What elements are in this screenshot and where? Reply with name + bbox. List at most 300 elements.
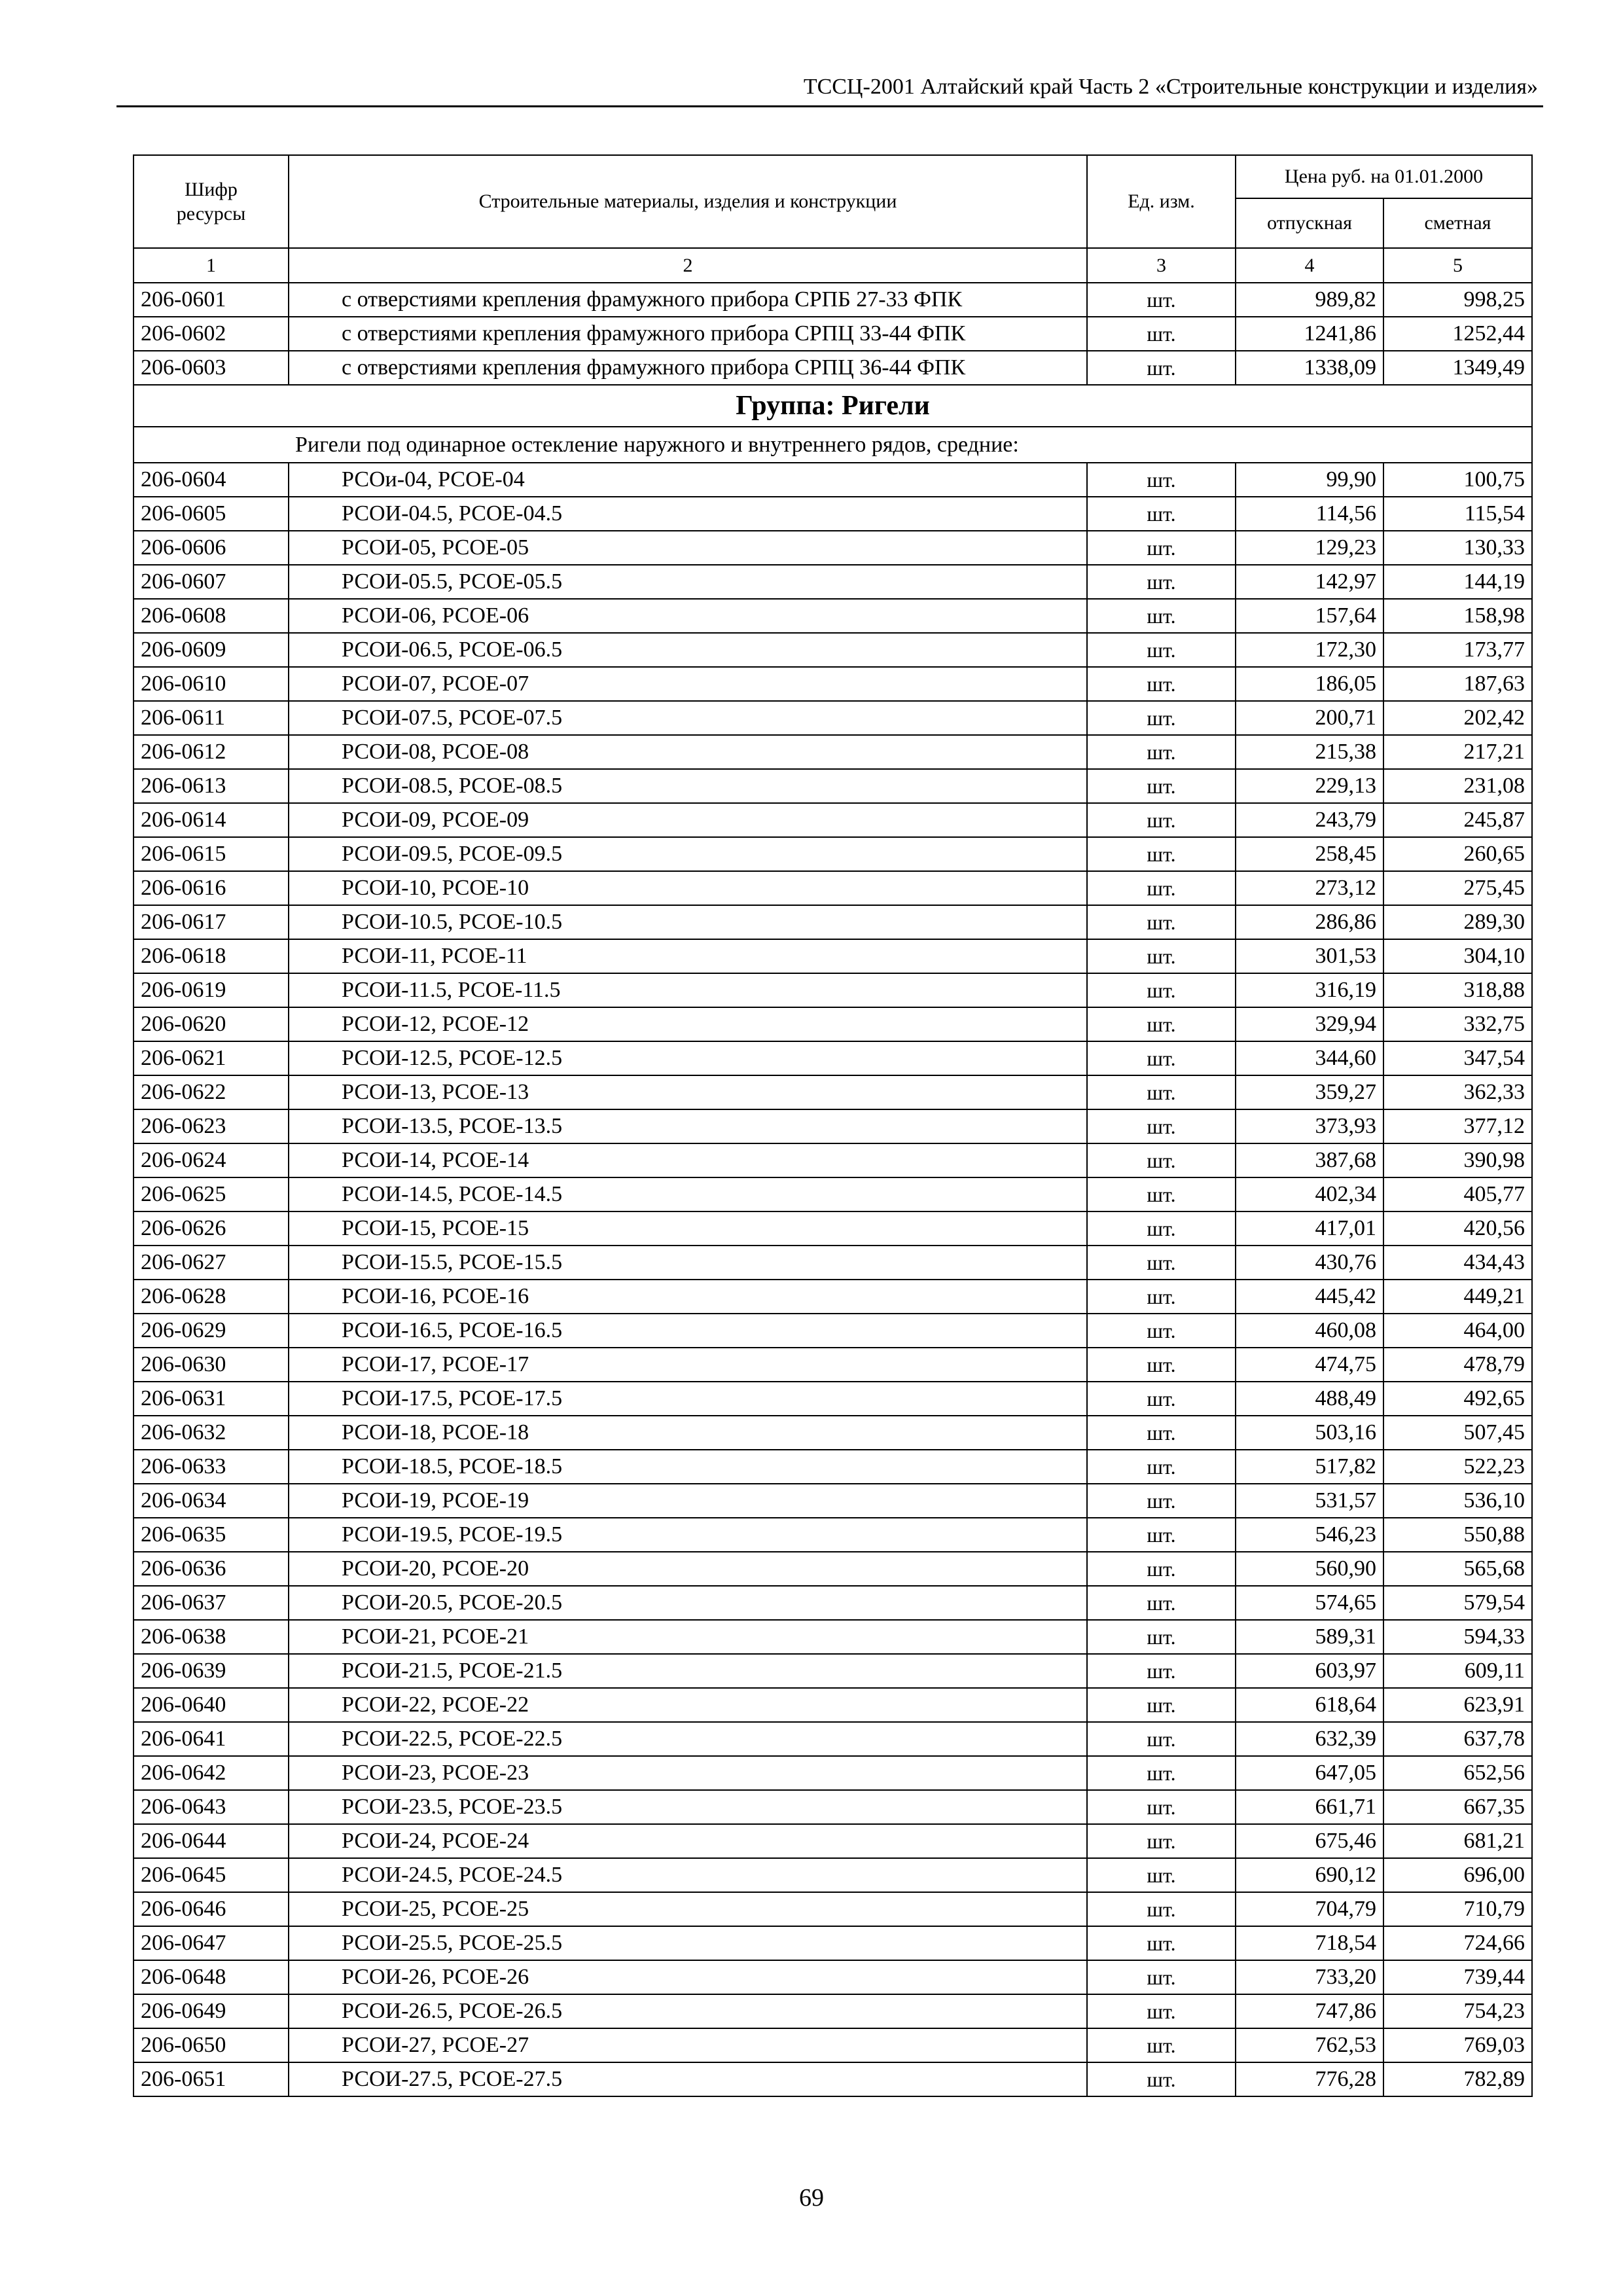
resource-name: РСОИ-14.5, РСОЕ-14.5: [289, 1177, 1087, 1211]
table-row: [134, 1892, 1532, 1926]
unit: шт.: [1087, 497, 1236, 531]
table-row: [134, 633, 1532, 667]
resource-name: РСОИ-12, РСОЕ-12: [289, 1007, 1087, 1041]
estimate-price: 347,54: [1383, 1041, 1532, 1075]
resource-name: РСОИ-16.5, РСОЕ-16.5: [289, 1314, 1087, 1348]
resource-name: РСОИ-07.5, РСОЕ-07.5: [289, 701, 1087, 735]
resource-code: 206-0649: [134, 1994, 289, 2028]
table-row: [134, 1722, 1532, 1756]
estimate-price: 637,78: [1383, 1722, 1532, 1756]
col-header-unit: Ед. изм.: [1087, 155, 1236, 248]
estimate-price: 405,77: [1383, 1177, 1532, 1211]
resource-name: РСОИ-22, РСОЕ-22: [289, 1688, 1087, 1722]
release-price: 316,19: [1236, 973, 1383, 1007]
resource-code: 206-0608: [134, 599, 289, 633]
resource-name: РСОИ-17, РСОЕ-17: [289, 1348, 1087, 1382]
resource-code: 206-0603: [134, 351, 289, 385]
subgroup-title: Ригели под одинарное остекление наружного и внутреннего рядов, средние:: [134, 427, 1532, 463]
unit: шт.: [1087, 1041, 1236, 1075]
release-price: 99,90: [1236, 463, 1383, 497]
release-price: 329,94: [1236, 1007, 1383, 1041]
release-price: 373,93: [1236, 1109, 1383, 1143]
release-price: 142,97: [1236, 565, 1383, 599]
resource-code: 206-0611: [134, 701, 289, 735]
resource-name: РСОИ-05.5, РСОЕ-05.5: [289, 565, 1087, 599]
table-row: [134, 1790, 1532, 1824]
col-header-name: Строительные материалы, изделия и конструкции: [289, 155, 1087, 248]
release-price: 675,46: [1236, 1824, 1383, 1858]
resource-name: РСОИ-06, РСОЕ-06: [289, 599, 1087, 633]
estimate-price: 522,23: [1383, 1450, 1532, 1484]
table-row: [134, 1858, 1532, 1892]
table-row: [134, 1450, 1532, 1484]
resource-code: 206-0628: [134, 1280, 289, 1314]
table-row: [134, 939, 1532, 973]
release-price: 129,23: [1236, 531, 1383, 565]
release-price: 690,12: [1236, 1858, 1383, 1892]
release-price: 186,05: [1236, 667, 1383, 701]
resource-name: РСОИ-27, РСОЕ-27: [289, 2028, 1087, 2062]
unit: шт.: [1087, 1654, 1236, 1688]
resource-name: РСОИ-23.5, РСОЕ-23.5: [289, 1790, 1087, 1824]
release-price: 114,56: [1236, 497, 1383, 531]
resource-code: 206-0632: [134, 1416, 289, 1450]
resource-name: РСОИ-15.5, РСОЕ-15.5: [289, 1246, 1087, 1280]
subgroup-row: [134, 427, 1532, 463]
release-price: 718,54: [1236, 1926, 1383, 1960]
table-row: [134, 1620, 1532, 1654]
release-price: 286,86: [1236, 905, 1383, 939]
unit: шт.: [1087, 1109, 1236, 1143]
resource-code: 206-0642: [134, 1756, 289, 1790]
estimate-price: 332,75: [1383, 1007, 1532, 1041]
resource-name: РСОИ-20, РСОЕ-20: [289, 1552, 1087, 1586]
table-row: [134, 1143, 1532, 1177]
table-row: [134, 2028, 1532, 2062]
resource-name: РСОИ-19.5, РСОЕ-19.5: [289, 1518, 1087, 1552]
resource-code: 206-0609: [134, 633, 289, 667]
resource-name: РСОИ-25.5, РСОЕ-25.5: [289, 1926, 1087, 1960]
unit: шт.: [1087, 2062, 1236, 2096]
resource-code: 206-0629: [134, 1314, 289, 1348]
table-row: [134, 1484, 1532, 1518]
table-row: [134, 1756, 1532, 1790]
estimate-price: 565,68: [1383, 1552, 1532, 1586]
release-price: 417,01: [1236, 1211, 1383, 1246]
unit: шт.: [1087, 1552, 1236, 1586]
unit: шт.: [1087, 1756, 1236, 1790]
release-price: 243,79: [1236, 803, 1383, 837]
table-row: [134, 1960, 1532, 1994]
resource-code: 206-0645: [134, 1858, 289, 1892]
resource-code: 206-0631: [134, 1382, 289, 1416]
unit: шт.: [1087, 1211, 1236, 1246]
release-price: 776,28: [1236, 2062, 1383, 2096]
resource-code: 206-0630: [134, 1348, 289, 1382]
unit: шт.: [1087, 1246, 1236, 1280]
table-row: [134, 599, 1532, 633]
column-number: 3: [1087, 248, 1236, 283]
release-price: 989,82: [1236, 283, 1383, 317]
table-row: [134, 1109, 1532, 1143]
resource-name: РСОИ-21, РСОЕ-21: [289, 1620, 1087, 1654]
table-row: [134, 1416, 1532, 1450]
table-row: [134, 1994, 1532, 2028]
resource-code: 206-0623: [134, 1109, 289, 1143]
header-title: ТССЦ-2001 Алтайский край Часть 2 «Строительные конструкции и изделия»: [803, 75, 1538, 99]
estimate-price: 667,35: [1383, 1790, 1532, 1824]
estimate-price: 202,42: [1383, 701, 1532, 735]
resource-name: РСОИ-18, РСОЕ-18: [289, 1416, 1087, 1450]
resource-code: 206-0633: [134, 1450, 289, 1484]
resource-code: 206-0602: [134, 317, 289, 351]
estimate-price: 289,30: [1383, 905, 1532, 939]
release-price: 603,97: [1236, 1654, 1383, 1688]
release-price: 531,57: [1236, 1484, 1383, 1518]
table-row: [134, 565, 1532, 599]
estimate-price: 754,23: [1383, 1994, 1532, 2028]
unit: шт.: [1087, 1348, 1236, 1382]
unit: шт.: [1087, 769, 1236, 803]
estimate-price: 579,54: [1383, 1586, 1532, 1620]
estimate-price: 362,33: [1383, 1075, 1532, 1109]
resource-code: 206-0638: [134, 1620, 289, 1654]
release-price: 344,60: [1236, 1041, 1383, 1075]
table-row: [134, 1041, 1532, 1075]
resource-name: РСОИ-20.5, РСОЕ-20.5: [289, 1586, 1087, 1620]
resource-name: РСОИ-11.5, РСОЕ-11.5: [289, 973, 1087, 1007]
resource-code: 206-0625: [134, 1177, 289, 1211]
unit: шт.: [1087, 565, 1236, 599]
release-price: 258,45: [1236, 837, 1383, 871]
column-number: 5: [1383, 248, 1532, 283]
table-row: [134, 1280, 1532, 1314]
resource-code: 206-0641: [134, 1722, 289, 1756]
resource-name: РСОИ-27.5, РСОЕ-27.5: [289, 2062, 1087, 2096]
resource-code: 206-0647: [134, 1926, 289, 1960]
unit: шт.: [1087, 317, 1236, 351]
resource-code: 206-0627: [134, 1246, 289, 1280]
table-row: [134, 803, 1532, 837]
resource-code: 206-0643: [134, 1790, 289, 1824]
estimate-price: 782,89: [1383, 2062, 1532, 2096]
table-row: [134, 667, 1532, 701]
table-row: [134, 973, 1532, 1007]
release-price: 661,71: [1236, 1790, 1383, 1824]
unit: шт.: [1087, 1075, 1236, 1109]
estimate-price: 217,21: [1383, 735, 1532, 769]
estimate-price: 769,03: [1383, 2028, 1532, 2062]
resource-name: РСОИ-11, РСОЕ-11: [289, 939, 1087, 973]
unit: шт.: [1087, 701, 1236, 735]
resource-name: РСОИ-24, РСОЕ-24: [289, 1824, 1087, 1858]
group-title: Группа: Ригели: [134, 385, 1532, 427]
resource-name: РСОИ-07, РСОЕ-07: [289, 667, 1087, 701]
estimate-price: 390,98: [1383, 1143, 1532, 1177]
resource-name: РСОИ-17.5, РСОЕ-17.5: [289, 1382, 1087, 1416]
release-price: 574,65: [1236, 1586, 1383, 1620]
table-row: [134, 1211, 1532, 1246]
resource-name: РСОИ-21.5, РСОЕ-21.5: [289, 1654, 1087, 1688]
unit: шт.: [1087, 973, 1236, 1007]
unit: шт.: [1087, 1382, 1236, 1416]
release-price: 474,75: [1236, 1348, 1383, 1382]
release-price: 560,90: [1236, 1552, 1383, 1586]
estimate-price: 550,88: [1383, 1518, 1532, 1552]
resource-name: РСОИ-23, РСОЕ-23: [289, 1756, 1087, 1790]
release-price: 747,86: [1236, 1994, 1383, 2028]
column-number: 1: [134, 248, 289, 283]
release-price: 387,68: [1236, 1143, 1383, 1177]
page-header: [116, 71, 1543, 107]
resource-code: 206-0639: [134, 1654, 289, 1688]
unit: шт.: [1087, 1790, 1236, 1824]
resource-name: РСОИ-25, РСОЕ-25: [289, 1892, 1087, 1926]
unit: шт.: [1087, 1824, 1236, 1858]
unit: шт.: [1087, 1450, 1236, 1484]
estimate-price: 187,63: [1383, 667, 1532, 701]
estimate-price: 377,12: [1383, 1109, 1532, 1143]
estimate-price: 434,43: [1383, 1246, 1532, 1280]
estimate-price: 594,33: [1383, 1620, 1532, 1654]
estimate-price: 696,00: [1383, 1858, 1532, 1892]
release-price: 488,49: [1236, 1382, 1383, 1416]
unit: шт.: [1087, 2028, 1236, 2062]
release-price: 517,82: [1236, 1450, 1383, 1484]
estimate-price: 724,66: [1383, 1926, 1532, 1960]
col-header-code: Шифр ресурсы: [134, 155, 289, 248]
resource-code: 206-0617: [134, 905, 289, 939]
resource-code: 206-0646: [134, 1892, 289, 1926]
resource-name: РСОИ-24.5, РСОЕ-24.5: [289, 1858, 1087, 1892]
unit: шт.: [1087, 1280, 1236, 1314]
table-row: [134, 1314, 1532, 1348]
release-price: 503,16: [1236, 1416, 1383, 1450]
table-row: [134, 1177, 1532, 1211]
release-price: 1338,09: [1236, 351, 1383, 385]
release-price: 589,31: [1236, 1620, 1383, 1654]
unit: шт.: [1087, 1416, 1236, 1450]
estimate-price: 173,77: [1383, 633, 1532, 667]
resource-code: 206-0612: [134, 735, 289, 769]
table-row: [134, 1348, 1532, 1382]
table-row: [134, 1382, 1532, 1416]
unit: шт.: [1087, 1688, 1236, 1722]
resource-name: РСОИ-26, РСОЕ-26: [289, 1960, 1087, 1994]
estimate-price: 652,56: [1383, 1756, 1532, 1790]
release-price: 430,76: [1236, 1246, 1383, 1280]
resource-code: 206-0650: [134, 2028, 289, 2062]
col-header-estimate-price: сметная: [1383, 198, 1532, 248]
resource-code: 206-0621: [134, 1041, 289, 1075]
unit: шт.: [1087, 283, 1236, 317]
estimate-price: 464,00: [1383, 1314, 1532, 1348]
table-row: [134, 1552, 1532, 1586]
estimate-price: 420,56: [1383, 1211, 1532, 1246]
resource-code: 206-0626: [134, 1211, 289, 1246]
resource-name: РСОИ-18.5, РСОЕ-18.5: [289, 1450, 1087, 1484]
unit: шт.: [1087, 1143, 1236, 1177]
unit: шт.: [1087, 939, 1236, 973]
resource-code: 206-0616: [134, 871, 289, 905]
resource-name: с отверстиями крепления фрамужного прибора СРПЦ 36-44 ФПК: [289, 351, 1087, 385]
resource-name: РСОИ-26.5, РСОЕ-26.5: [289, 1994, 1087, 2028]
release-price: 229,13: [1236, 769, 1383, 803]
column-number-row: [134, 248, 1532, 283]
release-price: 460,08: [1236, 1314, 1383, 1348]
resource-name: РСОИ-13, РСОЕ-13: [289, 1075, 1087, 1109]
estimate-price: 478,79: [1383, 1348, 1532, 1382]
resource-name: РСОИ-22.5, РСОЕ-22.5: [289, 1722, 1087, 1756]
resource-name: РСОИ-09.5, РСОЕ-09.5: [289, 837, 1087, 871]
estimate-price: 275,45: [1383, 871, 1532, 905]
unit: шт.: [1087, 1620, 1236, 1654]
release-price: 273,12: [1236, 871, 1383, 905]
unit: шт.: [1087, 837, 1236, 871]
resource-price-table: [133, 154, 1533, 2097]
unit: шт.: [1087, 667, 1236, 701]
estimate-price: 739,44: [1383, 1960, 1532, 1994]
table-row: [134, 1926, 1532, 1960]
unit: шт.: [1087, 1007, 1236, 1041]
table-row: [134, 871, 1532, 905]
estimate-price: 507,45: [1383, 1416, 1532, 1450]
resource-code: 206-0651: [134, 2062, 289, 2096]
estimate-price: 1252,44: [1383, 317, 1532, 351]
estimate-price: 304,10: [1383, 939, 1532, 973]
table-row: [134, 769, 1532, 803]
resource-name: РСОи-04, РСОЕ-04: [289, 463, 1087, 497]
resource-name: РСОИ-08.5, РСОЕ-08.5: [289, 769, 1087, 803]
estimate-price: 449,21: [1383, 1280, 1532, 1314]
table-row: [134, 317, 1532, 351]
unit: шт.: [1087, 1484, 1236, 1518]
release-price: 402,34: [1236, 1177, 1383, 1211]
resource-code: 206-0637: [134, 1586, 289, 1620]
estimate-price: 231,08: [1383, 769, 1532, 803]
table-row: [134, 497, 1532, 531]
release-price: 215,38: [1236, 735, 1383, 769]
resource-code: 206-0604: [134, 463, 289, 497]
resource-name: РСОИ-04.5, РСОЕ-04.5: [289, 497, 1087, 531]
unit: шт.: [1087, 633, 1236, 667]
top-rows: [134, 283, 1532, 385]
release-price: 301,53: [1236, 939, 1383, 973]
unit: шт.: [1087, 1926, 1236, 1960]
resource-name: с отверстиями крепления фрамужного прибора СРПБ 27-33 ФПК: [289, 283, 1087, 317]
resource-code: 206-0606: [134, 531, 289, 565]
release-price: 546,23: [1236, 1518, 1383, 1552]
table-row: [134, 531, 1532, 565]
resource-code: 206-0619: [134, 973, 289, 1007]
resource-name: РСОИ-14, РСОЕ-14: [289, 1143, 1087, 1177]
resource-code: 206-0601: [134, 283, 289, 317]
resource-code: 206-0613: [134, 769, 289, 803]
estimate-price: 1349,49: [1383, 351, 1532, 385]
resource-code: 206-0620: [134, 1007, 289, 1041]
unit: шт.: [1087, 463, 1236, 497]
release-price: 632,39: [1236, 1722, 1383, 1756]
table-row: [134, 1075, 1532, 1109]
release-price: 762,53: [1236, 2028, 1383, 2062]
table-row: [134, 1518, 1532, 1552]
table-row: [134, 735, 1532, 769]
table-row: [134, 905, 1532, 939]
unit: шт.: [1087, 1314, 1236, 1348]
unit: шт.: [1087, 1586, 1236, 1620]
unit: шт.: [1087, 735, 1236, 769]
release-price: 647,05: [1236, 1756, 1383, 1790]
unit: шт.: [1087, 1177, 1236, 1211]
release-price: 200,71: [1236, 701, 1383, 735]
resource-name: РСОИ-19, РСОЕ-19: [289, 1484, 1087, 1518]
release-price: 157,64: [1236, 599, 1383, 633]
col-header-price: Цена руб. на 01.01.2000: [1236, 155, 1532, 198]
table-row: [134, 2062, 1532, 2096]
unit: шт.: [1087, 1858, 1236, 1892]
resource-code: 206-0640: [134, 1688, 289, 1722]
resource-code: 206-0610: [134, 667, 289, 701]
resource-name: РСОИ-06.5, РСОЕ-06.5: [289, 633, 1087, 667]
resource-code: 206-0624: [134, 1143, 289, 1177]
table-row: [134, 1007, 1532, 1041]
release-price: 704,79: [1236, 1892, 1383, 1926]
estimate-price: 318,88: [1383, 973, 1532, 1007]
estimate-price: 245,87: [1383, 803, 1532, 837]
table-row: [134, 1654, 1532, 1688]
resource-name: РСОИ-13.5, РСОЕ-13.5: [289, 1109, 1087, 1143]
resource-code: 206-0607: [134, 565, 289, 599]
table-row: [134, 283, 1532, 317]
estimate-price: 144,19: [1383, 565, 1532, 599]
resource-code: 206-0636: [134, 1552, 289, 1586]
release-price: 445,42: [1236, 1280, 1383, 1314]
resource-code: 206-0615: [134, 837, 289, 871]
unit: шт.: [1087, 803, 1236, 837]
unit: шт.: [1087, 351, 1236, 385]
group-row: [134, 385, 1532, 427]
table-row: [134, 837, 1532, 871]
estimate-price: 609,11: [1383, 1654, 1532, 1688]
estimate-price: 998,25: [1383, 283, 1532, 317]
unit: шт.: [1087, 531, 1236, 565]
release-price: 172,30: [1236, 633, 1383, 667]
table-row: [134, 1246, 1532, 1280]
estimate-price: 623,91: [1383, 1688, 1532, 1722]
unit: шт.: [1087, 905, 1236, 939]
page-number: 69: [799, 2184, 824, 2212]
resource-code: 206-0648: [134, 1960, 289, 1994]
estimate-price: 536,10: [1383, 1484, 1532, 1518]
release-price: 1241,86: [1236, 317, 1383, 351]
estimate-price: 100,75: [1383, 463, 1532, 497]
estimate-price: 681,21: [1383, 1824, 1532, 1858]
table-row: [134, 1688, 1532, 1722]
resource-code: 206-0618: [134, 939, 289, 973]
unit: шт.: [1087, 1518, 1236, 1552]
resource-code: 206-0635: [134, 1518, 289, 1552]
estimate-price: 492,65: [1383, 1382, 1532, 1416]
resource-code: 206-0644: [134, 1824, 289, 1858]
resource-name: РСОИ-10.5, РСОЕ-10.5: [289, 905, 1087, 939]
resource-code: 206-0622: [134, 1075, 289, 1109]
resource-name: РСОИ-12.5, РСОЕ-12.5: [289, 1041, 1087, 1075]
table-row: [134, 1824, 1532, 1858]
unit: шт.: [1087, 599, 1236, 633]
resource-code: 206-0614: [134, 803, 289, 837]
estimate-price: 710,79: [1383, 1892, 1532, 1926]
unit: шт.: [1087, 1722, 1236, 1756]
